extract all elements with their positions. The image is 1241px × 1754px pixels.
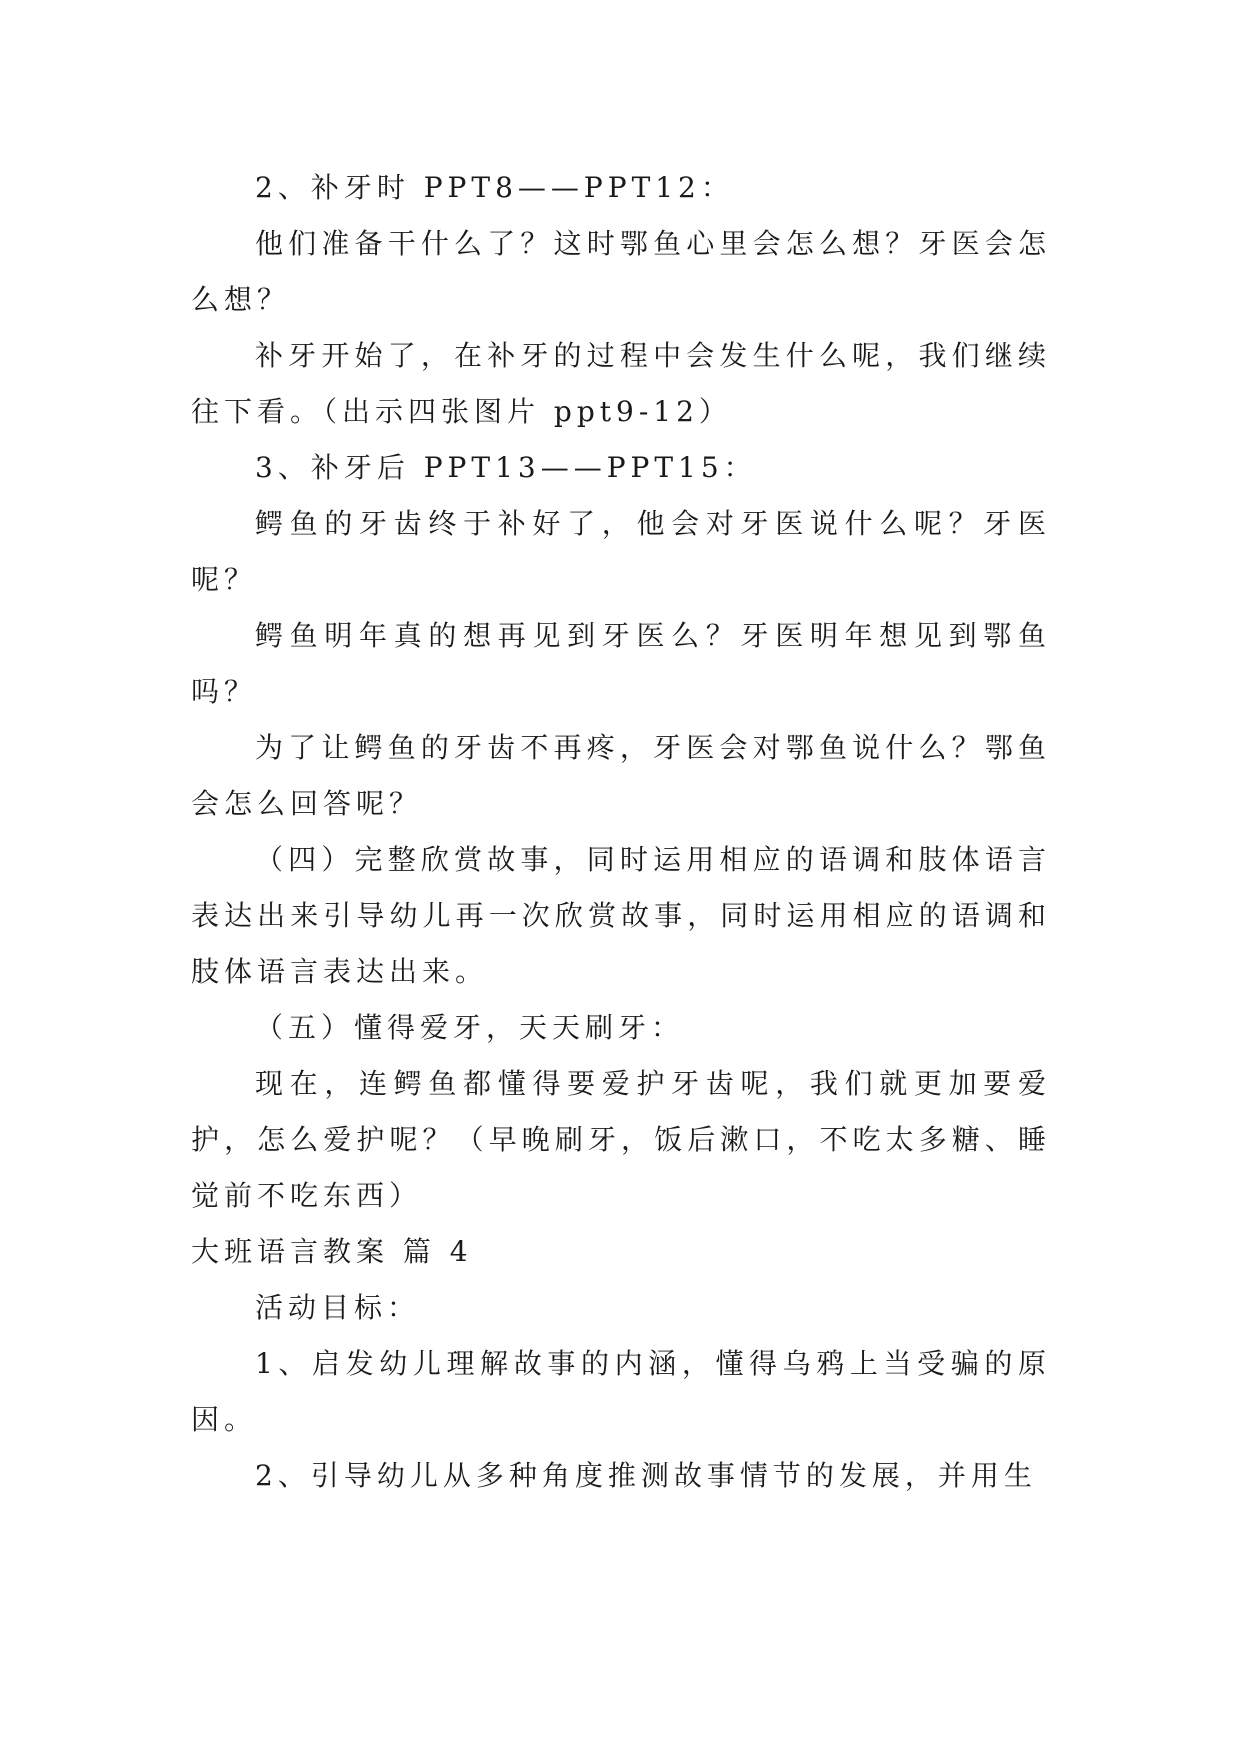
- document-body: [191, 160, 1051, 1504]
- paragraph-no-more-pain: 为了让鳄鱼的牙齿不再疼，牙医会对鄂鱼说什么？鄂鱼会怎么回答呢？: [191, 731, 1051, 820]
- paragraph-teeth-fixed: 鳄鱼的牙齿终于补好了，他会对牙医说什么呢？牙医呢？: [191, 507, 1051, 596]
- paragraph-filling-begins: 补牙开始了，在补牙的过程中会发生什么呢，我们继续往下看。（出示四张图片 ppt9-12）: [191, 339, 1051, 428]
- paragraph-next-year: 鳄鱼明年真的想再见到牙医么？牙医明年想见到鄂鱼吗？: [191, 619, 1051, 708]
- paragraph-care-for-teeth: 现在，连鳄鱼都懂得要爱护牙齿呢，我们就更加要爱护，怎么爱护呢？（早晚刷牙，饭后漱口，不吃太多糖、睡觉前不吃东西）: [191, 1067, 1051, 1212]
- lesson-plan-title: 大班语言教案 篇 4: [191, 1235, 473, 1268]
- paragraph-objective-2: 2、引导幼儿从多种角度推测故事情节的发展，并用生: [255, 1459, 1037, 1492]
- paragraph-section-5: （五）懂得爱牙，天天刷牙：: [255, 1011, 685, 1044]
- paragraph-section-4: （四）完整欣赏故事，同时运用相应的语调和肢体语言表达出来引导幼儿再一次欣赏故事，同时运用相应的语调和肢体语言表达出来。: [191, 843, 1051, 988]
- paragraph-question-prepare: 他们准备干什么了？这时鄂鱼心里会怎么想？牙医会怎么想？: [191, 227, 1051, 316]
- paragraph-objectives-heading: 活动目标：: [255, 1291, 421, 1324]
- paragraph-step-2-heading: 2、补牙时 PPT8——PPT12：: [255, 171, 734, 204]
- paragraph-objective-1: 1、启发幼儿理解故事的内涵，懂得乌鸦上当受骗的原因。: [191, 1347, 1051, 1436]
- paragraph-step-3-heading: 3、补牙后 PPT13——PPT15：: [255, 451, 757, 484]
